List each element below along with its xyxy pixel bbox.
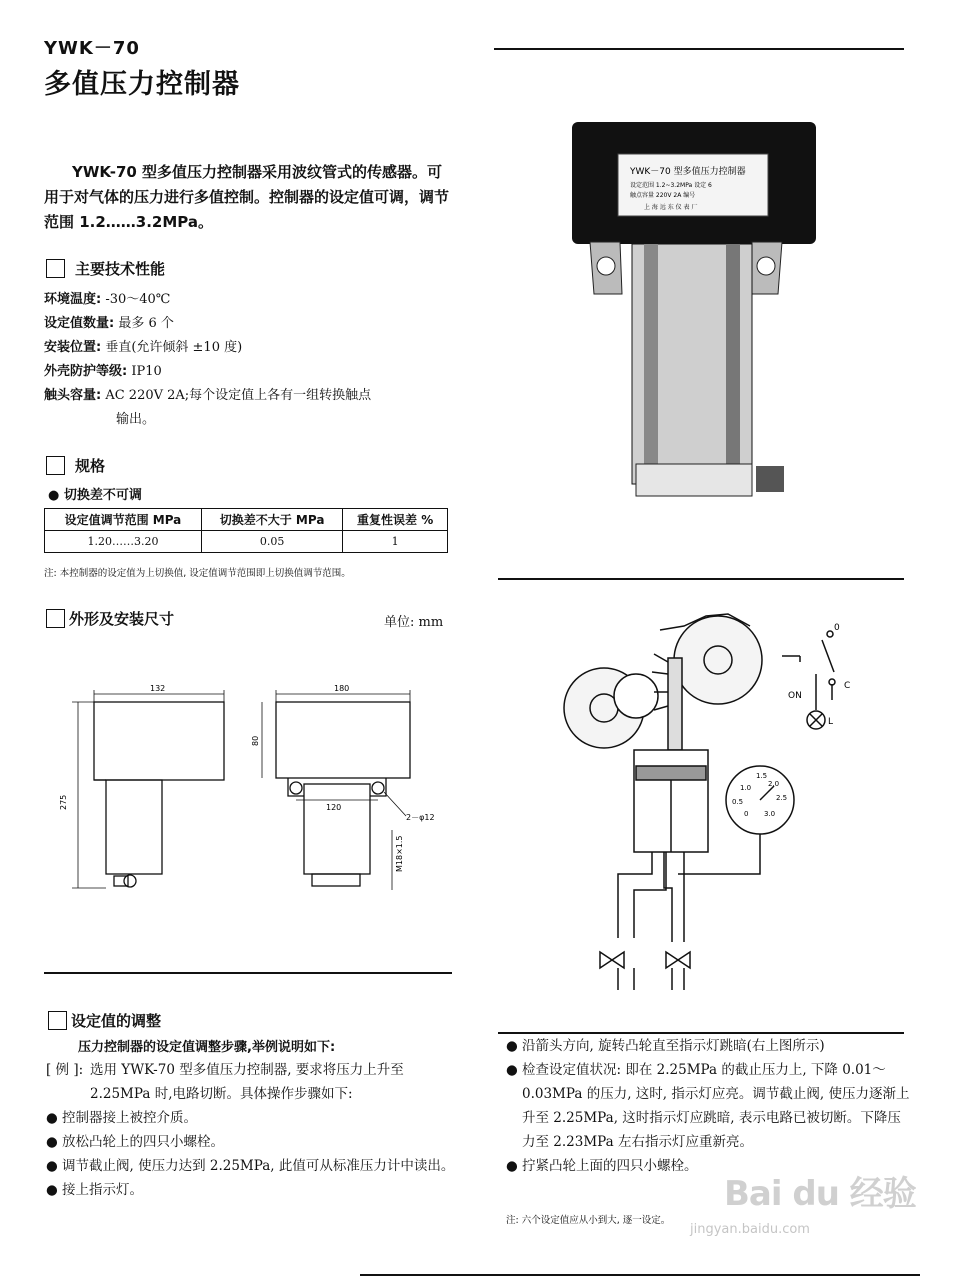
column-header: 切换差不大于 MPa bbox=[201, 509, 342, 531]
checkbox-icon bbox=[46, 456, 65, 475]
list-item: ● 调节截止阀, 使压力达到 2.25MPa, 此值可从标准压力计中读出。 bbox=[46, 1158, 455, 1174]
section-adjust bbox=[48, 1010, 161, 1031]
principle-diagram bbox=[560, 600, 860, 1010]
list-item: ● 拧紧凸轮上面的四只小螺栓。 bbox=[506, 1158, 698, 1174]
perf-continuation: 输出。 bbox=[116, 412, 156, 427]
watermark-url: jingyan.baidu.com bbox=[690, 1222, 810, 1237]
switch-label: C bbox=[844, 681, 851, 691]
section-dimensions bbox=[46, 608, 174, 629]
divider bbox=[360, 1274, 920, 1276]
table-cell: 0.05 bbox=[201, 531, 342, 553]
column-header: 设定值调节范围 MPa bbox=[45, 509, 202, 531]
adjust-subheading: 压力控制器的设定值调整步骤,举例说明如下: bbox=[78, 1040, 336, 1055]
spec-table bbox=[44, 508, 448, 553]
perf-item: 安装位置: 垂直(允许倾斜 ±10 度) bbox=[44, 340, 243, 355]
column-header: 重复性误差 % bbox=[343, 509, 448, 531]
section-spec bbox=[46, 455, 105, 476]
dimension-drawing bbox=[40, 680, 460, 920]
switch-label: 0 bbox=[834, 623, 840, 633]
dim-label: 2－φ12 bbox=[406, 813, 435, 822]
table-row bbox=[45, 531, 448, 553]
dim-label: 80 bbox=[251, 735, 260, 746]
performance-list bbox=[44, 288, 371, 432]
gauge-tick: 3.0 bbox=[764, 810, 776, 818]
section-title: 外形及安装尺寸 bbox=[69, 610, 175, 628]
list-item: ● 放松凸轮上的四只小螺栓。 bbox=[46, 1134, 224, 1150]
checkbox-icon bbox=[46, 259, 65, 278]
table-cell: 1.20……3.20 bbox=[45, 531, 202, 553]
nameplate-line: 设定范围 1.2~3.2MPa 设定 6 bbox=[630, 182, 712, 189]
gauge-tick: 1.5 bbox=[756, 772, 768, 780]
perf-item: 环境温度: -30～40℃ bbox=[44, 292, 171, 307]
nameplate-line: 触点容量 220V 2A 编号 bbox=[630, 192, 696, 199]
section-title: 主要技术性能 bbox=[75, 260, 166, 278]
switch-label: ON bbox=[788, 691, 802, 701]
gauge-tick: 0.5 bbox=[732, 798, 744, 806]
table-cell: 1 bbox=[343, 531, 448, 553]
nameplate-title: YWK－70 型多值压力控制器 bbox=[630, 167, 746, 177]
spec-subheading: ● 切换差不可调 bbox=[48, 488, 142, 503]
divider bbox=[44, 972, 452, 974]
housing-outline-side bbox=[276, 702, 410, 778]
example-item: [ 例 ]: 选用 YWK-70 型多值压力控制器, 要求将压力上升至 2.25MPa 时,电路切断。具体操作步骤如下: bbox=[46, 1062, 404, 1102]
gauge-tick: 1.0 bbox=[740, 784, 752, 792]
gauge-tick: 2.0 bbox=[768, 780, 780, 788]
adjust-right-column bbox=[506, 1034, 910, 1178]
unit-label: 单位: mm bbox=[384, 615, 444, 630]
nameplate-maker: 上 海 远 东 仪 表 厂 bbox=[644, 204, 698, 211]
gauge-tick: 2.5 bbox=[776, 794, 788, 802]
body-outline bbox=[106, 780, 162, 874]
checkbox-icon bbox=[46, 609, 65, 628]
dim-label: 120 bbox=[326, 803, 342, 812]
perf-item: 设定值数量: 最多 6 个 bbox=[44, 316, 174, 331]
dim-label: 132 bbox=[150, 684, 166, 693]
page-title: 多值压力控制器 bbox=[44, 69, 240, 100]
dim-label: 275 bbox=[59, 794, 68, 810]
perf-item: 触头容量: AC 220V 2A;每个设定值上各有一组转换触点 bbox=[44, 388, 372, 403]
product-photo bbox=[560, 118, 820, 508]
perf-item: 外壳防护等级: IP10 bbox=[44, 364, 162, 379]
spec-note: 注: 本控制器的设定值为上切换值, 设定值调节范围即上切换值调节范围。 bbox=[44, 568, 351, 579]
divider bbox=[498, 578, 904, 580]
watermark-logo: Bai du 经验 bbox=[724, 1174, 916, 1214]
body-outline-side bbox=[304, 784, 370, 874]
adjust-left-column bbox=[46, 1058, 458, 1202]
intro-paragraph: YWK-70 型多值压力控制器采用波纹管式的传感器。可用于对气体的压力进行多值控制。控制器的设定值可调，调节范围 1.2……3.2MPa。 bbox=[44, 163, 450, 231]
gauge-tick: 0 bbox=[744, 810, 749, 818]
section-title: 规格 bbox=[75, 457, 106, 475]
model-number: YWK－70 bbox=[44, 38, 140, 59]
list-item: ● 检查设定值状况: 即在 2.25MPa 的截止压力上, 下降 0.01～0.03MPa 的压力, 这时, 指示灯应亮。调节截止阀, 使压力逐渐上升至 2.25MPa, 这时指示灯应跳暗, 表示电路已被切断。下降压力至 2.23MPa 左右指示灯应重新亮。 bbox=[506, 1062, 910, 1150]
section-title: 设定值的调整 bbox=[71, 1012, 162, 1030]
list-item: ● 接上指示灯。 bbox=[46, 1182, 143, 1198]
list-item: ● 沿箭头方向, 旋转凸轮直至指示灯跳暗(右上图所示) bbox=[506, 1038, 825, 1054]
lamp-label: L bbox=[828, 717, 834, 727]
dim-label: M18×1.5 bbox=[395, 835, 404, 872]
adjust-note: 注: 六个设定值应从小到大, 逐一设定。 bbox=[506, 1215, 671, 1226]
list-item: ● 控制器接上被控介质。 bbox=[46, 1110, 197, 1126]
table-header-row bbox=[45, 509, 448, 531]
section-performance bbox=[46, 258, 165, 279]
divider bbox=[494, 48, 904, 50]
checkbox-icon bbox=[48, 1011, 67, 1030]
housing-outline bbox=[94, 702, 224, 780]
dim-label: 180 bbox=[334, 684, 350, 693]
